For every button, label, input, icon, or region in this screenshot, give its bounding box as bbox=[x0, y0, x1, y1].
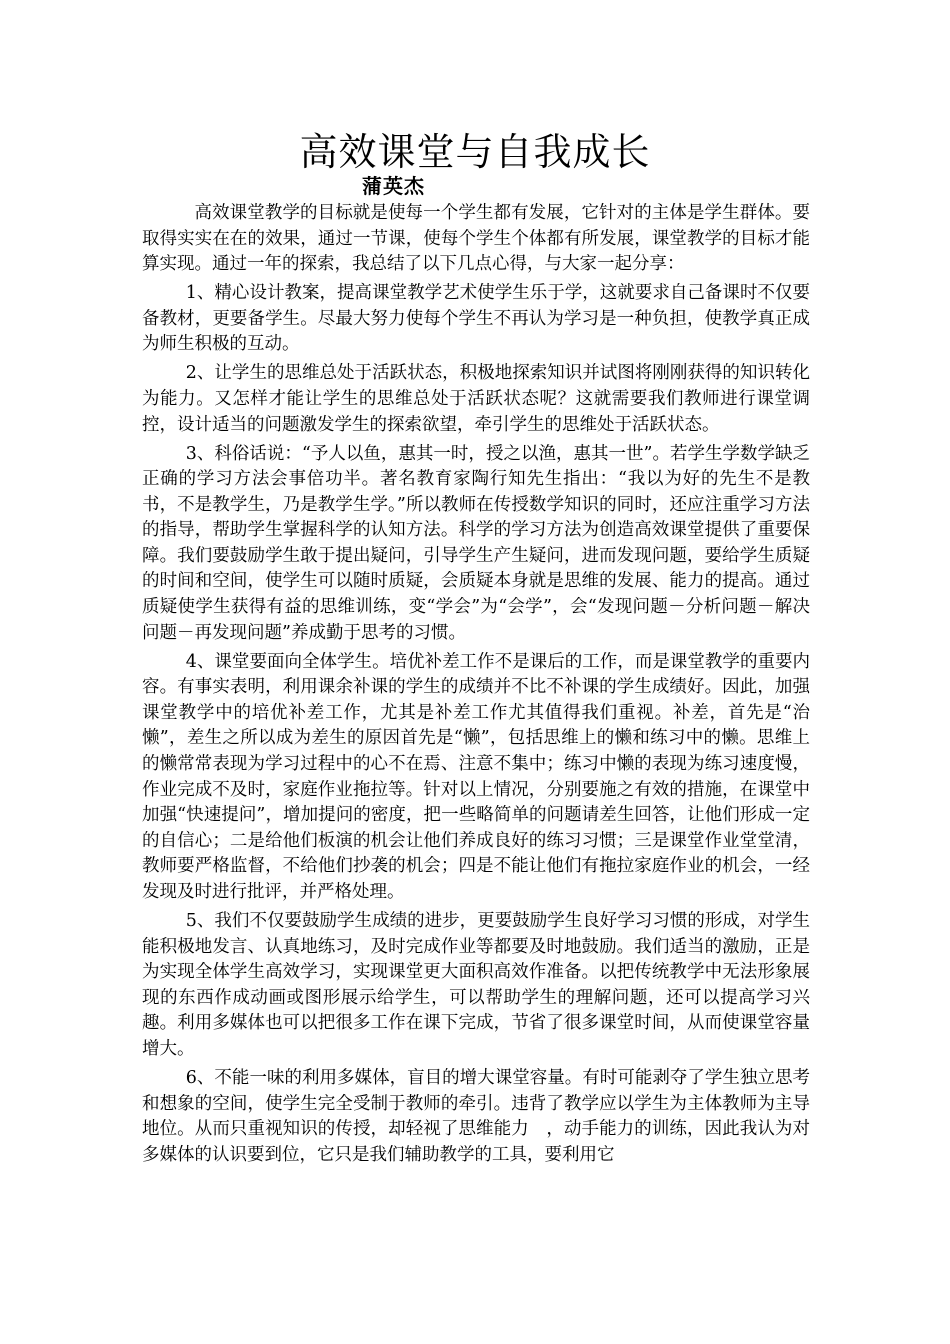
page-title: 高效课堂与自我成长 bbox=[299, 130, 651, 174]
paragraph-point-1: 1、精心设计教案，提高课堂教学艺术使学生乐于学，这就要求自己备课时不仅要备教材，更要备学生。尽最大努力使每个学生不再认为学习是一种负担，使教学真正成为师生积极的互动。 bbox=[142, 283, 810, 355]
author-name: 蒲英杰 bbox=[362, 174, 425, 198]
paragraph-intro: 高效课堂教学的目标就是使每一个学生都有发展，它针对的主体是学生群体。要取得实实在在的效果，通过一节课，使每个学生个体都有所发展，课堂教学的目标才能算实现。通过一年的探索，我总结了以下几点心得，与大家一起分享： bbox=[142, 203, 810, 275]
paragraph-point-3: 3、科俗话说：“予人以鱼，惠其一时，授之以渔，惠其一世”。若学生学数学缺乏正确的学习方法会事倍功半。著名教育家陶行知先生指出：“我以为好的先生不是教书，不是教学生，乃是教学生学。”所以教师在传授数学知识的同时，还应注重学习方法的指导，帮助学生掌握科学的认知方法。科学的学习方法为创造高效课堂提供了重要保障。我们要鼓励学生敢于提出疑问，引导学生产生疑问，进而发现问题，要给学生质疑的时间和空间，使学生可以随时质疑，会质疑本身就是思维的发展、能力的提高。通过质疑使学生获得有益的思维训练，变“学会”为“会学”，会“发现问题－分析问题－解决问题－再发现问题”养成勤于思考的习惯。 bbox=[142, 443, 810, 643]
paragraph-point-4: 4、课堂要面向全体学生。培优补差工作不是课后的工作，而是课堂教学的重要内容。有事实表明，利用课余补课的学生的成绩并不比不补课的学生成绩好。因此，加强课堂教学中的培优补差工作，尤其是补差工作尤其值得我们重视。补差，首先是“治懒”，差生之所以成为差生的原因首先是“懒”，包括思维上的懒和练习中的懒。思维上的懒常常表现为学习过程中的心不在焉、注意不集中；练习中懒的表现为练习速度慢，作业完成不及时，家庭作业拖拉等。针对以上情况，分别要施之有效的措施，在课堂中加强“快速提问”，增加提问的密度，把一些略简单的问题请差生回答，让他们形成一定的自信心；二是给他们板演的机会让他们养成良好的练习习惯；三是课堂作业堂堂清，教师要严格监督，不给他们抄袭的机会；四是不能让他们有拖拉家庭作业的机会，一经发现及时进行批评，并严格处理。 bbox=[142, 651, 810, 902]
paragraph-point-6: 6、不能一味的利用多媒体，盲目的增大课堂容量。有时可能剥夺了学生独立思考和想象的空间，使学生完全受制于教师的牵引。违背了教学应以学生为主体教师为主导地位。从而只重视知识的传授，却轻视了思维能力 ，动手能力的训练，因此我认为对多媒体的认识要到位，它只是我们辅助教学的工具，要利用它 bbox=[142, 1067, 810, 1165]
paragraph-point-2: 2、让学生的思维总处于活跃状态，积极地探索知识并试图将刚刚获得的知识转化为能力。又怎样才能让学生的思维总处于活跃状态呢？这就需要我们教师进行课堂调控，设计适当的问题激发学生的探索欲望，牵引学生的思维处于活跃状态。 bbox=[142, 363, 810, 435]
paragraph-point-5: 5、我们不仅要鼓励学生成绩的进步，更要鼓励学生良好学习习惯的形成，对学生能积极地发言、认真地练习，及时完成作业等都要及时地鼓励。我们适当的激励，正是为实现全体学生高效学习，实现课堂更大面积高效作准备。以把传统教学中无法形象展现的东西作成动画或图形展示给学生，可以帮助学生的理解问题，还可以提高学习兴趣。利用多媒体也可以把很多工作在课下完成，节省了很多课堂时间，从而使课堂容量增大。 bbox=[142, 910, 810, 1059]
document-body bbox=[142, 201, 810, 1172]
